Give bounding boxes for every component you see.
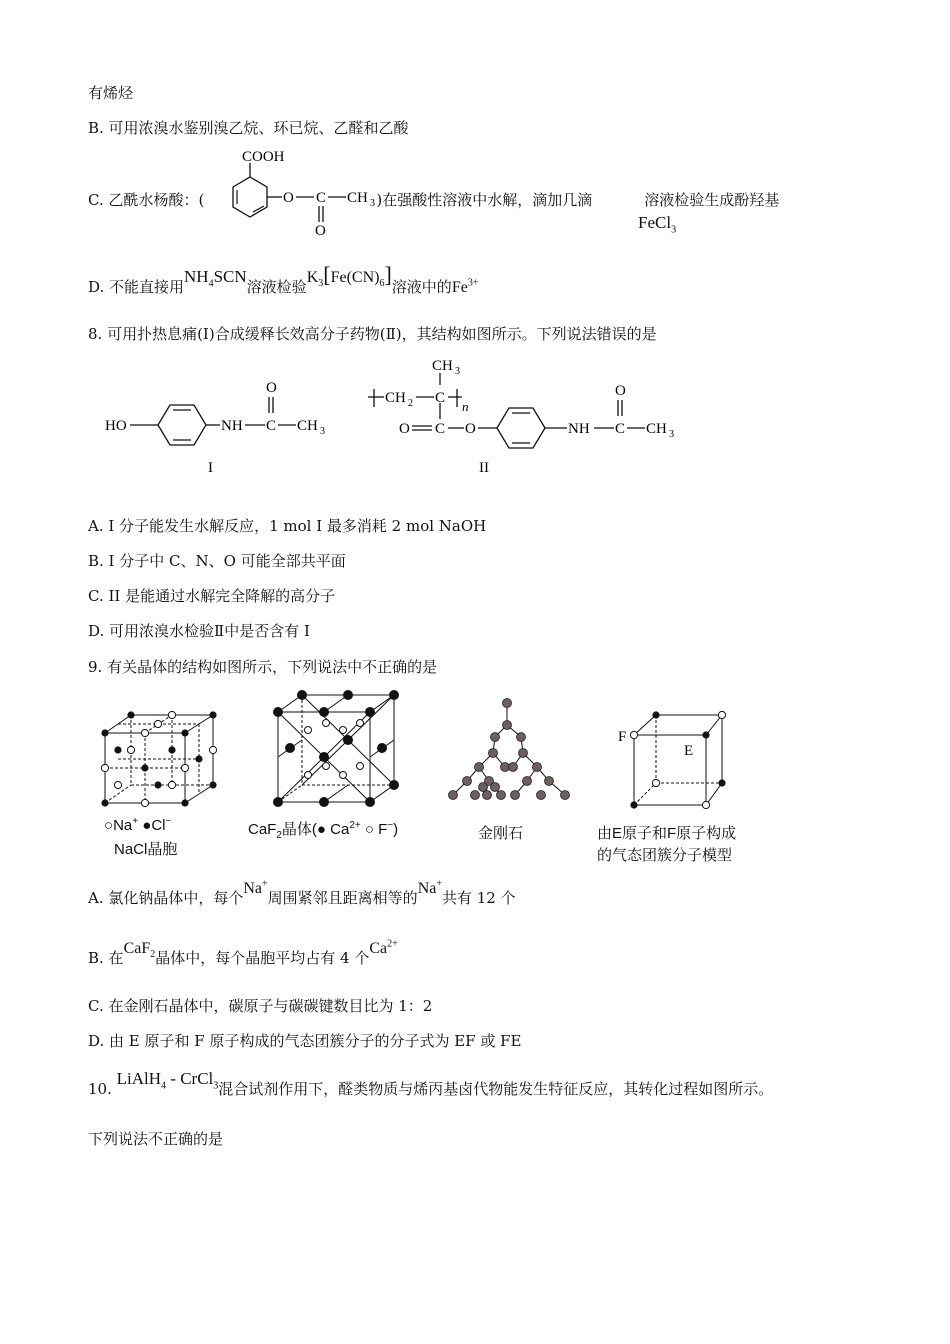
molecule-ii-label: II	[479, 460, 489, 476]
q9-stem: 9. 有关晶体的结构如图所示，下列说法中不正确的是	[88, 658, 438, 676]
svg-text:O: O	[615, 383, 626, 399]
svg-text:O: O	[399, 421, 410, 437]
nacl-caption: NaCl晶胞	[114, 841, 178, 858]
q7c-middle: )在强酸性溶液中水解，滴加几滴	[376, 191, 593, 209]
line-continuation: 有烯烃	[88, 84, 134, 102]
fecl3-formula: FeCl$_3$	[638, 213, 677, 236]
q8-option-c: C. II 是能通过水解完全降解的高分子	[88, 587, 336, 605]
cluster-caption-1: 由E原子和F原子构成	[597, 825, 737, 842]
q8-option-d: D. 可用浓溴水检验Ⅱ中是否含有 I	[88, 622, 310, 640]
svg-text:C: C	[435, 421, 446, 437]
nacl-legend: ○Na+ ●Cl−	[104, 816, 172, 834]
svg-text:3: 3	[669, 429, 674, 440]
cluster-caption-2: 的气态团簇分子模型	[597, 847, 733, 864]
svg-text:CH: CH	[385, 390, 406, 406]
svg-text:C: C	[615, 421, 626, 437]
diamond-structure-diagram	[445, 695, 575, 810]
svg-text:O: O	[283, 190, 294, 206]
svg-text:O: O	[465, 421, 476, 437]
cluster-e-label: E	[684, 743, 694, 759]
q9-option-d: D. 由 E 原子和 F 原子构成的气态团簇分子的分子式为 EF 或 FE	[88, 1032, 522, 1050]
q7-option-c	[88, 189, 779, 210]
nacl-unit-cell-diagram	[95, 705, 225, 815]
k3fecn6-formula: $K_3[Fe(CN)_6]$	[306, 262, 392, 290]
q8-option-b: B. I 分子中 C、N、O 可能全部共平面	[88, 552, 346, 570]
svg-text:2: 2	[408, 398, 413, 409]
svg-text:CH: CH	[432, 358, 453, 374]
svg-text:O: O	[266, 380, 277, 396]
cluster-f-label: F	[618, 729, 627, 745]
svg-text:C: C	[266, 418, 277, 434]
nh4scn-formula: $NH_4SCN$	[184, 267, 247, 290]
svg-text:C: C	[316, 190, 327, 206]
q7c-prefix: C. 乙酰水杨酸：(	[88, 191, 205, 209]
q9-option-a: A. 氯化钠晶体中，每个Na+周围紧邻且距离相等的Na+共有 12 个	[88, 878, 516, 907]
svg-text:CH: CH	[347, 190, 368, 206]
svg-text:CH: CH	[297, 418, 318, 434]
caf2-unit-cell-diagram	[268, 690, 408, 810]
diamond-caption: 金刚石	[478, 825, 524, 842]
cooh-label: COOH	[242, 149, 285, 165]
svg-text:NH: NH	[568, 421, 590, 437]
svg-text:HO: HO	[105, 418, 127, 434]
svg-text:n: n	[462, 399, 469, 414]
molecule-i-structure	[100, 375, 340, 480]
q9-option-c: C. 在金刚石晶体中，碳原子与碳碳键数目比为 1：2	[88, 997, 433, 1015]
q10-question: 下列说法不正确的是	[88, 1130, 224, 1148]
q8-option-a: A. I 分子能发生水解反应，1 mol I 最多消耗 2 mol NaOH	[88, 517, 487, 535]
molecule-i-label: I	[208, 460, 213, 476]
q7c-suffix: 溶液检验生成酚羟基	[644, 191, 780, 209]
fe3-ion: $Fe^{3+}$	[451, 277, 479, 296]
svg-text:CH: CH	[646, 421, 667, 437]
q7-option-b: B. 可用浓溴水鉴别溴乙烷、环已烷、乙醛和乙酸	[88, 119, 409, 137]
svg-text:NH: NH	[221, 418, 243, 434]
lialh4-crcl3-formula: LiAlH$_4$ - CrCl$_3$	[116, 1069, 219, 1092]
q7-option-d: D. 不能直接用$NH_4SCN$溶液检验$K_3[Fe(CN)_6]$溶液中的$Fe^{3+}$	[88, 262, 479, 296]
svg-text:O: O	[315, 223, 326, 239]
svg-text:3: 3	[320, 426, 325, 437]
q9-option-b: B. 在CaF$_2$晶体中，每个晶胞平均占有 4 个$Ca^{2+}$	[88, 938, 398, 967]
q8-stem: 8. 可用扑热息痛(I)合成缓释长效高分子药物(Ⅱ)，其结构如图所示。下列说法错误的是	[88, 325, 657, 343]
caf2-caption: CaF$_2$晶体(● $Ca^{2+}$ ○ F−)	[248, 820, 399, 841]
svg-text:3: 3	[455, 366, 460, 377]
ef-cluster-diagram	[612, 705, 742, 815]
molecule-ii-structure	[362, 355, 692, 480]
svg-text:C: C	[435, 390, 446, 406]
svg-text:3: 3	[370, 198, 375, 209]
aspirin-structure	[220, 145, 395, 240]
q10-stem: 10. LiAlH$_4$ - CrCl$_3$混合试剂作用下，醛类物质与烯丙基卤代物能发生特征反应，其转化过程如图所示。	[88, 1069, 774, 1098]
